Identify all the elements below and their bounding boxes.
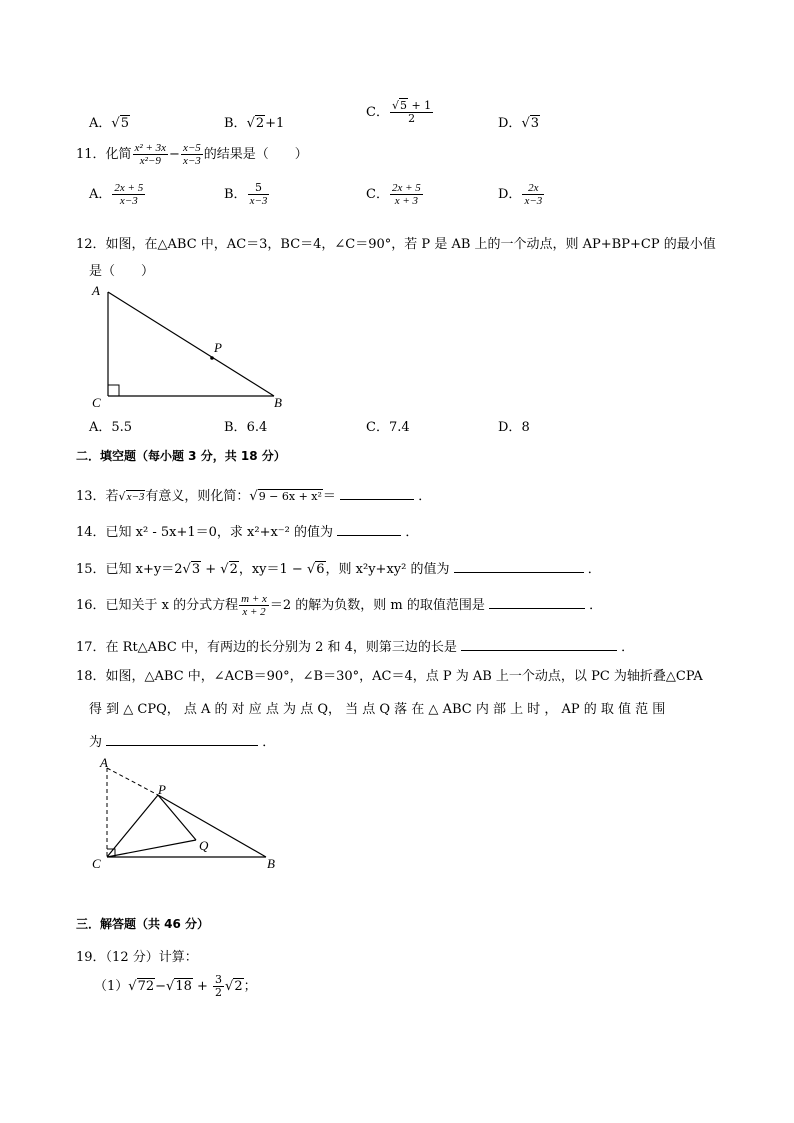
q11-option-d: D． $\frac{2x}{x-3}$ — [498, 182, 543, 207]
q17-question: 17．在 Rt△ABC 中，有两边的长分别为 2 和 4，则第三边的长是 ． — [76, 640, 635, 655]
q10-option-b: B．√2+1 — [224, 116, 285, 131]
q12-figure — [88, 282, 294, 410]
q12-question-line2: 是（ ） — [89, 264, 155, 279]
q18-label-b: B — [267, 856, 275, 871]
q18-question-line3: 为 ． — [89, 735, 276, 750]
section-3-heading: 三．解答题（共 46 分） — [76, 917, 210, 931]
q14-question: 14．已知 x² - 5x+1＝0，求 x²+x⁻² 的值为 ． — [76, 525, 419, 540]
q13-question: 13．若√x−3有意义，则化简：√9 − 6x + x²＝ ． — [76, 489, 432, 504]
q12-label-b: B — [274, 395, 282, 410]
q12-option-a: A．5.5 — [89, 420, 133, 435]
q12-option-b: B．6.4 — [224, 420, 268, 435]
q16-question: 16．已知关于 x 的分式方程 $\frac{m + x}{x + 2}$ ＝2 的解为负数，则 m 的取值范围是 ． — [76, 593, 603, 618]
q18-label-q: Q — [199, 838, 209, 853]
q11-option-c: C． $\frac{2x + 5}{x + 3}$ — [366, 182, 421, 207]
q18-label-a: A — [100, 755, 108, 770]
q19-title: 19．（12 分）计算： — [76, 950, 198, 965]
q15-question: 15．已知 x+y＝2√3 + √2，xy＝1 − √6，则 x²y+xy² 的值为 ． — [76, 562, 601, 577]
q10-option-a: A．√5 — [89, 116, 129, 131]
q18-question-line1: 18．如图，△ABC 中，∠ACB＝90°，∠B＝30°，AC＝4，点 P 为 AB 上一个动点，以 PC 为轴折叠△CPA — [76, 669, 703, 684]
q10-option-d: D．√3 — [498, 116, 540, 131]
section-2-heading: 二．填空题（每小题 3 分，共 18 分） — [76, 449, 286, 463]
q12-option-c: C．7.4 — [366, 420, 410, 435]
q15-answer-blank[interactable] — [454, 560, 584, 573]
q12-label-c: C — [92, 395, 101, 410]
q12-label-a: A — [92, 283, 100, 298]
q18-label-c: C — [92, 856, 101, 871]
q12-question-line1: 12．如图，在△ABC 中，AC＝3，BC＝4，∠C＝90°，若 P 是 AB 上的一个动点，则 AP+BP+CP 的最小值 — [76, 237, 716, 252]
q14-answer-blank[interactable] — [337, 523, 401, 536]
q19-part1: （1）√72−√18 + $\frac{3}{2}$ √2； — [94, 973, 257, 999]
q16-answer-blank[interactable] — [489, 596, 585, 609]
q12-option-d: D．8 — [498, 420, 530, 435]
q18-answer-blank[interactable] — [106, 733, 258, 746]
q18-question-line2: 得 到 △ CPQ， 点 A 的 对 应 点 为 点 Q， 当 点 Q 落 在 △ ABC 内 部 上 时 ， AP 的 取 值 范 围 — [89, 702, 666, 717]
q12-label-p: P — [214, 340, 222, 355]
q10-option-c: C． $\frac{√5 + 1}{2}$ — [366, 99, 432, 125]
q17-answer-blank[interactable] — [461, 638, 617, 651]
q11-question: 11．化简 $\frac{\text{x² + 3x}}{\text{x²−9}}$ − $\frac{x-5}{x-3}$ 的结果是（ ） — [76, 142, 308, 167]
q11-option-a: A． $\frac{2x + 5}{x-3}$ — [89, 182, 144, 207]
q11-option-b: B． $\frac{5}{x-3}$ — [224, 181, 268, 207]
q18-figure — [88, 754, 284, 872]
q18-label-p: P — [158, 782, 166, 797]
q13-answer-blank[interactable] — [340, 487, 414, 500]
